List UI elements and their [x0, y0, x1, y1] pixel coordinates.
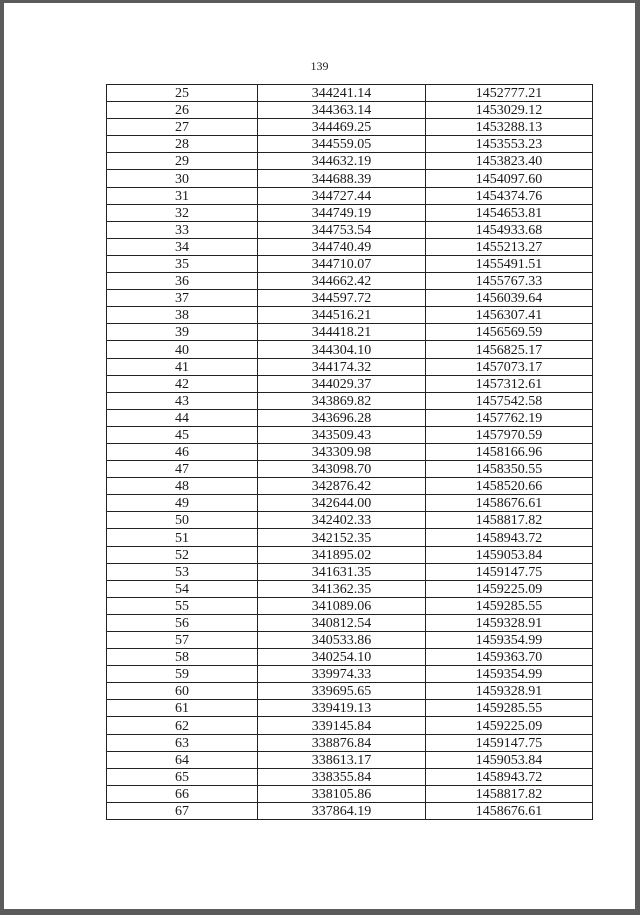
table-row	[107, 375, 593, 392]
point-number-cell: 42	[107, 375, 258, 392]
table-row	[107, 632, 593, 649]
x-coordinate-cell: 338105.86	[258, 785, 426, 802]
point-number-cell: 26	[107, 102, 258, 119]
y-coordinate-cell: 1458676.61	[426, 802, 593, 819]
y-coordinate-cell: 1458817.82	[426, 512, 593, 529]
point-number-cell: 29	[107, 153, 258, 170]
table-row	[107, 341, 593, 358]
y-coordinate-cell: 1457970.59	[426, 426, 593, 443]
point-number-cell: 50	[107, 512, 258, 529]
y-coordinate-cell: 1458943.72	[426, 529, 593, 546]
table-row	[107, 649, 593, 666]
table-row	[107, 238, 593, 255]
y-coordinate-cell: 1458166.96	[426, 443, 593, 460]
x-coordinate-cell: 339145.84	[258, 717, 426, 734]
y-coordinate-cell: 1459328.91	[426, 614, 593, 631]
point-number-cell: 32	[107, 204, 258, 221]
x-coordinate-cell: 344029.37	[258, 375, 426, 392]
x-coordinate-cell: 340812.54	[258, 614, 426, 631]
point-number-cell: 59	[107, 666, 258, 683]
point-number-cell: 60	[107, 683, 258, 700]
point-number-cell: 31	[107, 187, 258, 204]
table-row	[107, 255, 593, 272]
table-row	[107, 461, 593, 478]
x-coordinate-cell: 344710.07	[258, 255, 426, 272]
table-row	[107, 734, 593, 751]
x-coordinate-cell: 344727.44	[258, 187, 426, 204]
point-number-cell: 56	[107, 614, 258, 631]
table-row	[107, 768, 593, 785]
x-coordinate-cell: 344749.19	[258, 204, 426, 221]
point-number-cell: 41	[107, 358, 258, 375]
x-coordinate-cell: 344559.05	[258, 136, 426, 153]
table-row	[107, 85, 593, 102]
x-coordinate-cell: 341631.35	[258, 563, 426, 580]
x-coordinate-cell: 344304.10	[258, 341, 426, 358]
table-row	[107, 102, 593, 119]
point-number-cell: 58	[107, 649, 258, 666]
point-number-cell: 28	[107, 136, 258, 153]
x-coordinate-cell: 339695.65	[258, 683, 426, 700]
table-row	[107, 409, 593, 426]
x-coordinate-cell: 343696.28	[258, 409, 426, 426]
coordinate-table	[106, 84, 593, 820]
point-number-cell: 45	[107, 426, 258, 443]
x-coordinate-cell: 344516.21	[258, 307, 426, 324]
y-coordinate-cell: 1459225.09	[426, 580, 593, 597]
point-number-cell: 34	[107, 238, 258, 255]
table-row	[107, 495, 593, 512]
point-number-cell: 33	[107, 221, 258, 238]
point-number-cell: 57	[107, 632, 258, 649]
y-coordinate-cell: 1454097.60	[426, 170, 593, 187]
point-number-cell: 35	[107, 255, 258, 272]
point-number-cell: 48	[107, 478, 258, 495]
table-row	[107, 153, 593, 170]
table-row	[107, 580, 593, 597]
y-coordinate-cell: 1456307.41	[426, 307, 593, 324]
table-row	[107, 187, 593, 204]
table-row	[107, 170, 593, 187]
point-number-cell: 49	[107, 495, 258, 512]
point-number-cell: 55	[107, 597, 258, 614]
point-number-cell: 43	[107, 392, 258, 409]
x-coordinate-cell: 343509.43	[258, 426, 426, 443]
table-row	[107, 358, 593, 375]
y-coordinate-cell: 1457542.58	[426, 392, 593, 409]
x-coordinate-cell: 344174.32	[258, 358, 426, 375]
x-coordinate-cell: 341895.02	[258, 546, 426, 563]
y-coordinate-cell: 1455767.33	[426, 273, 593, 290]
y-coordinate-cell: 1459285.55	[426, 597, 593, 614]
x-coordinate-cell: 344241.14	[258, 85, 426, 102]
table-row	[107, 290, 593, 307]
table-row	[107, 426, 593, 443]
table-row	[107, 666, 593, 683]
x-coordinate-cell: 344740.49	[258, 238, 426, 255]
x-coordinate-cell: 344632.19	[258, 153, 426, 170]
point-number-cell: 63	[107, 734, 258, 751]
y-coordinate-cell: 1459363.70	[426, 649, 593, 666]
table-row	[107, 597, 593, 614]
x-coordinate-cell: 337864.19	[258, 802, 426, 819]
point-number-cell: 44	[107, 409, 258, 426]
page-number: 139	[310, 59, 329, 73]
point-number-cell: 52	[107, 546, 258, 563]
y-coordinate-cell: 1454653.81	[426, 204, 593, 221]
y-coordinate-cell: 1453029.12	[426, 102, 593, 119]
point-number-cell: 65	[107, 768, 258, 785]
y-coordinate-cell: 1455491.51	[426, 255, 593, 272]
table-row	[107, 221, 593, 238]
document-page	[4, 3, 635, 909]
y-coordinate-cell: 1459147.75	[426, 734, 593, 751]
y-coordinate-cell: 1458817.82	[426, 785, 593, 802]
table-row	[107, 614, 593, 631]
x-coordinate-cell: 339974.33	[258, 666, 426, 683]
table-row	[107, 802, 593, 819]
x-coordinate-cell: 344469.25	[258, 119, 426, 136]
table-row	[107, 307, 593, 324]
table-row	[107, 751, 593, 768]
table-row	[107, 563, 593, 580]
x-coordinate-cell: 344688.39	[258, 170, 426, 187]
table-row	[107, 136, 593, 153]
table-row	[107, 785, 593, 802]
table-row	[107, 204, 593, 221]
table-row	[107, 529, 593, 546]
point-number-cell: 39	[107, 324, 258, 341]
y-coordinate-cell: 1456039.64	[426, 290, 593, 307]
y-coordinate-cell: 1457073.17	[426, 358, 593, 375]
y-coordinate-cell: 1459354.99	[426, 632, 593, 649]
x-coordinate-cell: 340254.10	[258, 649, 426, 666]
table-row	[107, 683, 593, 700]
point-number-cell: 47	[107, 461, 258, 478]
x-coordinate-cell: 344662.42	[258, 273, 426, 290]
point-number-cell: 67	[107, 802, 258, 819]
y-coordinate-cell: 1456569.59	[426, 324, 593, 341]
y-coordinate-cell: 1453288.13	[426, 119, 593, 136]
table-row	[107, 717, 593, 734]
point-number-cell: 66	[107, 785, 258, 802]
y-coordinate-cell: 1458676.61	[426, 495, 593, 512]
x-coordinate-cell: 339419.13	[258, 700, 426, 717]
x-coordinate-cell: 344597.72	[258, 290, 426, 307]
point-number-cell: 46	[107, 443, 258, 460]
point-number-cell: 51	[107, 529, 258, 546]
x-coordinate-cell: 344418.21	[258, 324, 426, 341]
x-coordinate-cell: 343869.82	[258, 392, 426, 409]
y-coordinate-cell: 1453553.23	[426, 136, 593, 153]
point-number-cell: 53	[107, 563, 258, 580]
x-coordinate-cell: 338876.84	[258, 734, 426, 751]
table-row	[107, 478, 593, 495]
y-coordinate-cell: 1452777.21	[426, 85, 593, 102]
y-coordinate-cell: 1458943.72	[426, 768, 593, 785]
y-coordinate-cell: 1454374.76	[426, 187, 593, 204]
y-coordinate-cell: 1455213.27	[426, 238, 593, 255]
table-row	[107, 512, 593, 529]
point-number-cell: 25	[107, 85, 258, 102]
x-coordinate-cell: 338613.17	[258, 751, 426, 768]
y-coordinate-cell: 1458520.66	[426, 478, 593, 495]
y-coordinate-cell: 1459285.55	[426, 700, 593, 717]
y-coordinate-cell: 1456825.17	[426, 341, 593, 358]
y-coordinate-cell: 1454933.68	[426, 221, 593, 238]
x-coordinate-cell: 341362.35	[258, 580, 426, 597]
point-number-cell: 38	[107, 307, 258, 324]
table-row	[107, 392, 593, 409]
x-coordinate-cell: 343098.70	[258, 461, 426, 478]
point-number-cell: 37	[107, 290, 258, 307]
coordinate-table-body	[107, 85, 593, 820]
point-number-cell: 62	[107, 717, 258, 734]
table-row	[107, 546, 593, 563]
point-number-cell: 54	[107, 580, 258, 597]
x-coordinate-cell: 344753.54	[258, 221, 426, 238]
point-number-cell: 61	[107, 700, 258, 717]
point-number-cell: 30	[107, 170, 258, 187]
table-row	[107, 443, 593, 460]
y-coordinate-cell: 1453823.40	[426, 153, 593, 170]
y-coordinate-cell: 1459053.84	[426, 751, 593, 768]
x-coordinate-cell: 342644.00	[258, 495, 426, 512]
y-coordinate-cell: 1459053.84	[426, 546, 593, 563]
y-coordinate-cell: 1459328.91	[426, 683, 593, 700]
point-number-cell: 36	[107, 273, 258, 290]
x-coordinate-cell: 342402.33	[258, 512, 426, 529]
y-coordinate-cell: 1457762.19	[426, 409, 593, 426]
point-number-cell: 40	[107, 341, 258, 358]
x-coordinate-cell: 342876.42	[258, 478, 426, 495]
y-coordinate-cell: 1458350.55	[426, 461, 593, 478]
point-number-cell: 64	[107, 751, 258, 768]
y-coordinate-cell: 1459354.99	[426, 666, 593, 683]
table-row	[107, 119, 593, 136]
x-coordinate-cell: 341089.06	[258, 597, 426, 614]
point-number-cell: 27	[107, 119, 258, 136]
table-row	[107, 273, 593, 290]
x-coordinate-cell: 342152.35	[258, 529, 426, 546]
y-coordinate-cell: 1459225.09	[426, 717, 593, 734]
x-coordinate-cell: 340533.86	[258, 632, 426, 649]
x-coordinate-cell: 344363.14	[258, 102, 426, 119]
y-coordinate-cell: 1459147.75	[426, 563, 593, 580]
table-row	[107, 324, 593, 341]
x-coordinate-cell: 343309.98	[258, 443, 426, 460]
x-coordinate-cell: 338355.84	[258, 768, 426, 785]
table-row	[107, 700, 593, 717]
y-coordinate-cell: 1457312.61	[426, 375, 593, 392]
